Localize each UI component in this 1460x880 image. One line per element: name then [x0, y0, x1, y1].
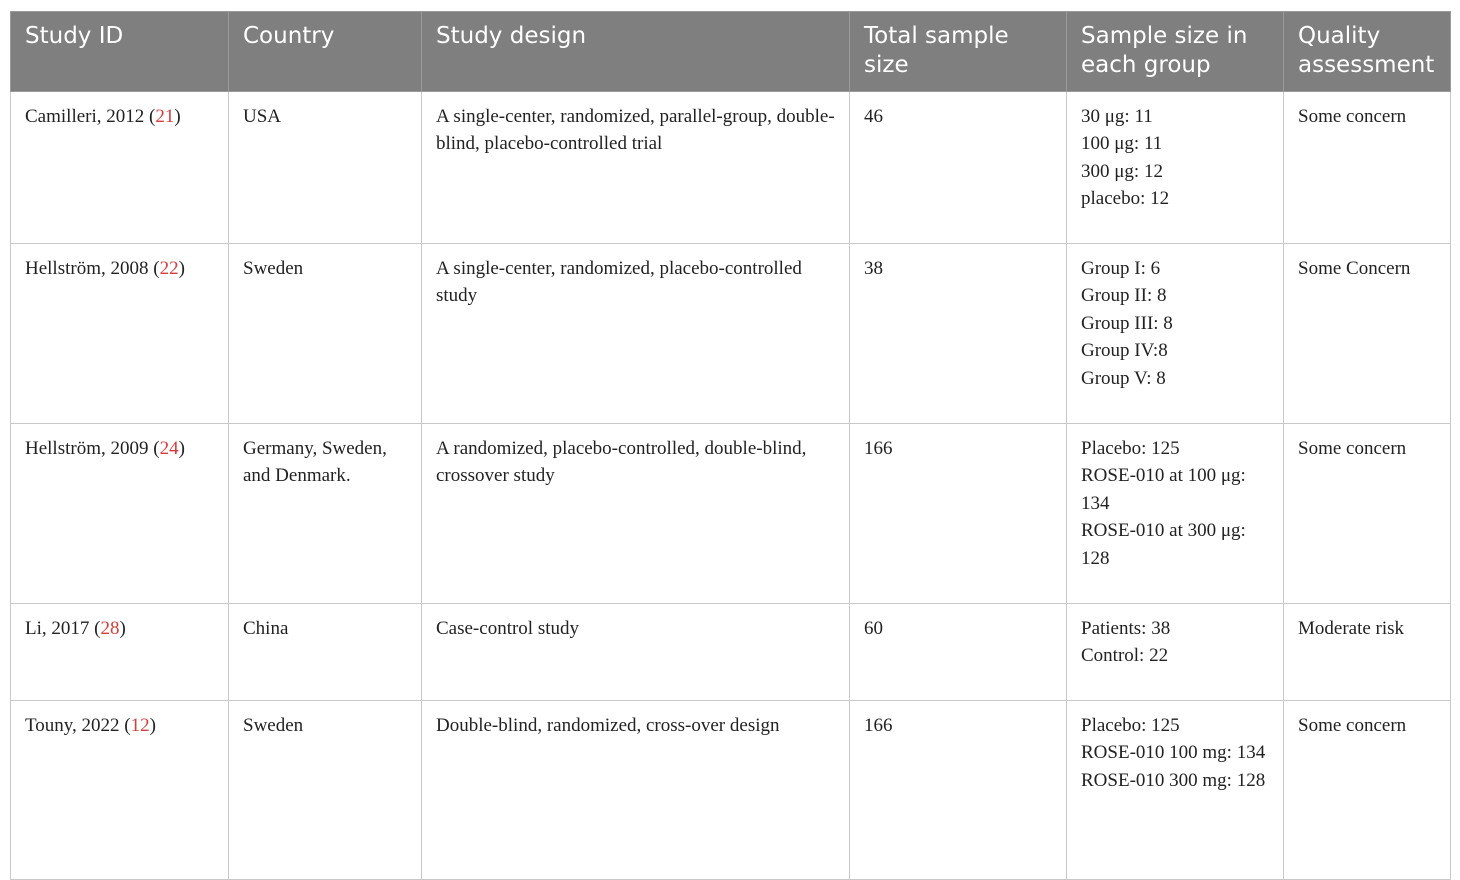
reference-link[interactable]: 22: [159, 258, 179, 279]
table-row: [11, 701, 1451, 880]
group-line: Group IV:8: [1081, 340, 1168, 362]
group-line: Control: 22: [1081, 645, 1169, 667]
reference-link[interactable]: 28: [100, 618, 120, 639]
quality-cell: Some concern: [1284, 424, 1451, 604]
country-cell: Sweden: [229, 244, 422, 424]
group-line: Group I: 6: [1081, 258, 1161, 279]
study-author-year: Hellström, 2009: [25, 438, 149, 459]
reference-link[interactable]: 24: [159, 438, 179, 459]
group-line: ROSE-010 300 mg: 128: [1081, 769, 1266, 791]
total-cell: 46: [850, 92, 1067, 244]
group-line: 30 μg: 11: [1081, 106, 1153, 127]
group-line: placebo: 12: [1081, 188, 1170, 210]
group-line: Group III: 8: [1081, 312, 1173, 334]
study-author-year: Li, 2017: [25, 618, 90, 639]
groups-cell: [1067, 701, 1284, 880]
table-row: [11, 244, 1451, 424]
design-cell: A randomized, placebo-controlled, double-blind, crossover study: [422, 424, 850, 604]
reference-link[interactable]: 12: [130, 715, 150, 736]
table-row: [11, 92, 1451, 244]
study-author-year: Touny, 2022: [25, 715, 120, 736]
group-line: 100 μg: 11: [1081, 133, 1163, 155]
study-id-cell: Li, 2017 (28): [11, 604, 229, 701]
header-total-sample-size: Total sample size: [850, 12, 1067, 92]
design-cell: Case-control study: [422, 604, 850, 701]
groups-cell: [1067, 424, 1284, 604]
header-quality-assessment: Quality assessment: [1284, 12, 1451, 92]
country-cell: China: [229, 604, 422, 701]
groups-cell: [1067, 244, 1284, 424]
studies-table: [10, 11, 1451, 880]
groups-cell: [1067, 92, 1284, 244]
header-sample-size-each-group: Sample size in each group: [1067, 12, 1284, 92]
group-line: ROSE-010 at 100 μg: 134: [1081, 465, 1246, 514]
study-id-cell: Camilleri, 2012 (21): [11, 92, 229, 244]
total-cell: 60: [850, 604, 1067, 701]
country-cell: Sweden: [229, 701, 422, 880]
design-cell: A single-center, randomized, parallel-group, double-blind, placebo-controlled trial: [422, 92, 850, 244]
header-country: Country: [229, 12, 422, 92]
quality-cell: Moderate risk: [1284, 604, 1451, 701]
study-id-cell: Hellström, 2009 (24): [11, 424, 229, 604]
study-author-year: Camilleri, 2012: [25, 106, 145, 127]
table-row: [11, 424, 1451, 604]
group-line: ROSE-010 100 mg: 134: [1081, 742, 1266, 764]
total-cell: 166: [850, 701, 1067, 880]
country-cell: Germany, Sweden, and Denmark.: [229, 424, 422, 604]
groups-cell: [1067, 604, 1284, 701]
table-row: [11, 604, 1451, 701]
design-cell: Double-blind, randomized, cross-over design: [422, 701, 850, 880]
group-line: Patients: 38: [1081, 618, 1171, 639]
country-cell: USA: [229, 92, 422, 244]
header-study-id: Study ID: [11, 12, 229, 92]
header-study-design: Study design: [422, 12, 850, 92]
total-cell: 166: [850, 424, 1067, 604]
group-line: Placebo: 125: [1081, 715, 1180, 736]
group-line: Placebo: 125: [1081, 438, 1180, 459]
quality-cell: Some concern: [1284, 701, 1451, 880]
total-cell: 38: [850, 244, 1067, 424]
group-line: 300 μg: 12: [1081, 160, 1163, 182]
design-cell: A single-center, randomized, placebo-controlled study: [422, 244, 850, 424]
reference-link[interactable]: 21: [155, 106, 175, 127]
study-id-cell: Hellström, 2008 (22): [11, 244, 229, 424]
study-author-year: Hellström, 2008: [25, 258, 149, 279]
header-row: [11, 12, 1451, 92]
study-id-cell: Touny, 2022 (12): [11, 701, 229, 880]
quality-cell: Some concern: [1284, 92, 1451, 244]
quality-cell: Some Concern: [1284, 244, 1451, 424]
group-line: ROSE-010 at 300 μg: 128: [1081, 520, 1246, 569]
group-line: Group V: 8: [1081, 367, 1166, 389]
group-line: Group II: 8: [1081, 285, 1167, 307]
